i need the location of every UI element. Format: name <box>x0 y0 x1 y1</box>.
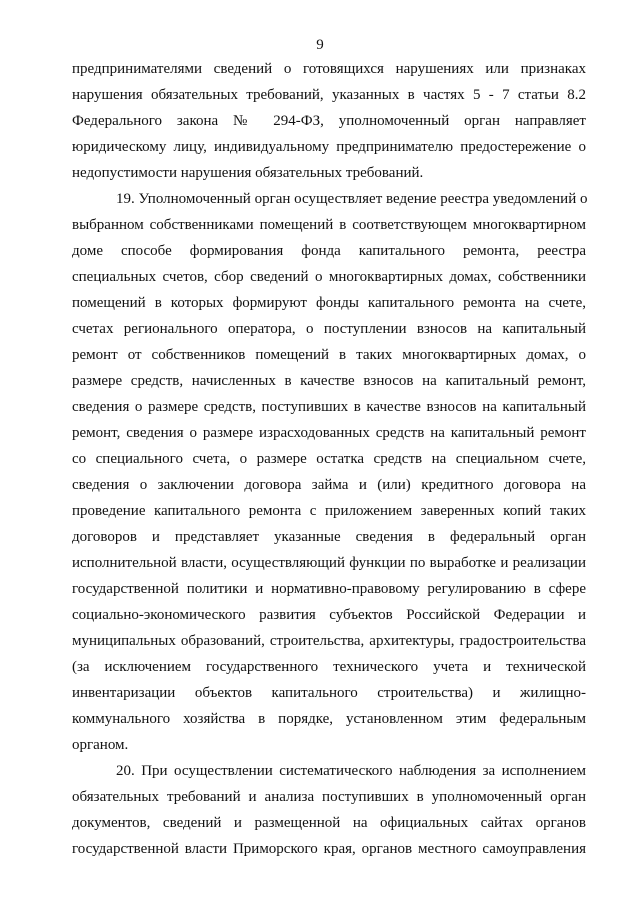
paragraph-p-cont <box>72 56 586 186</box>
text-line: муниципальных образований, строительства, архитектуры, градостроительства <box>72 633 586 649</box>
text-line: Федерального закона № 294-ФЗ, уполномоченный орган направляет <box>72 113 586 129</box>
text-line: государственной власти Приморского края, органов местного самоуправления <box>72 841 586 857</box>
text-line: органом. <box>72 737 129 753</box>
text-line: 20. При осуществлении систематического наблюдения за исполнением <box>116 763 586 779</box>
text-line: инвентаризации объектов капитального строительства) и жилищно- <box>72 685 586 701</box>
text-line: обязательных требований и анализа поступивших в уполномоченный орган <box>72 789 586 805</box>
text-line: социально-экономического развития субъектов Российской Федерации и <box>72 607 586 623</box>
text-line: договоров и представляет указанные сведения в федеральный орган <box>72 529 586 545</box>
text-line: юридическому лицу, индивидуальному предпринимателю предостережение о <box>72 139 586 155</box>
text-line: (за исключением государственного технического учета и технической <box>72 659 586 675</box>
page-number: 9 <box>316 37 324 53</box>
text-line: ремонт от собственников помещений в таких многоквартирных домах, о <box>72 347 586 363</box>
text-line: доме способе формирования фонда капитального ремонта, реестра <box>72 243 586 259</box>
text-line: со специального счета, о размере остатка средств на специальном счете, <box>72 451 586 467</box>
text-line: документов, сведений и размещенной на официальных сайтах органов <box>72 815 586 831</box>
text-line: счетах регионального оператора, о поступлении взносов на капитальный <box>72 321 586 337</box>
text-line: размере средств, начисленных в качестве взносов на капитальный ремонт, <box>72 373 586 389</box>
paragraph-p-19 <box>72 186 586 758</box>
text-line: специальных счетов, сбор сведений о многоквартирных домах, собственники <box>72 269 586 285</box>
text-line: сведения о размере средств, поступивших в качестве взносов на капитальный <box>72 399 586 415</box>
paragraph-p-20 <box>72 758 586 862</box>
text-line: 19. Уполномоченный орган осуществляет ведение реестра уведомлений о <box>116 191 588 207</box>
text-line: сведения о заключении договора займа и (или) кредитного договора на <box>72 477 586 493</box>
text-line: недопустимости нарушения обязательных требований. <box>72 165 424 181</box>
text-line: выбранном собственниками помещений в соответствующем многоквартирном <box>72 217 586 233</box>
text-line: помещений в которых формируют фонды капитального ремонта на счете, <box>72 295 586 311</box>
text-line: государственной политики и нормативно-правовому регулированию в сфере <box>72 581 586 597</box>
text-line: коммунального хозяйства в порядке, установленном этим федеральным <box>72 711 586 727</box>
text-line: исполнительной власти, осуществляющий функции по выработке и реализации <box>72 555 586 571</box>
document-body <box>72 56 586 862</box>
text-line: нарушения обязательных требований, указанных в частях 5 - 7 статьи 8.2 <box>72 87 586 103</box>
text-line: предпринимателями сведений о готовящихся нарушениях или признаках <box>72 61 586 77</box>
text-line: проведение капитального ремонта с приложением заверенных копий таких <box>72 503 586 519</box>
text-line: ремонт, сведения о размере израсходованных средств на капитальный ремонт <box>72 425 586 441</box>
